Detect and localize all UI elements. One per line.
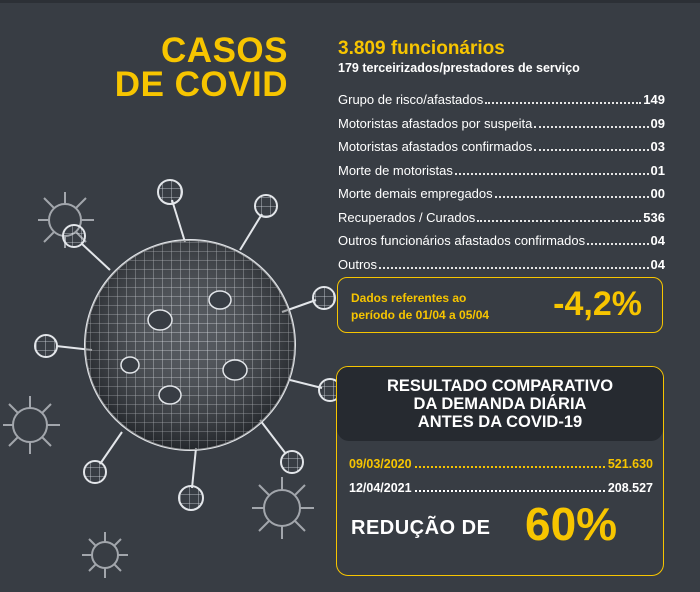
stat-label: Grupo de risco/afastados <box>338 92 484 107</box>
dot-leader <box>485 102 641 104</box>
stats-list <box>338 92 665 280</box>
reduction-value: 60% <box>525 498 618 550</box>
period-note <box>351 290 489 324</box>
reduction-label: REDUÇÃO DE <box>351 517 491 539</box>
list-item <box>338 186 665 210</box>
comparison-title <box>337 367 663 441</box>
title-line-1: CASOS <box>161 31 288 70</box>
comparison-row <box>349 481 653 495</box>
stat-label: Outros <box>338 256 378 272</box>
stat-value: 04 <box>650 256 665 272</box>
stat-label: Morte de motoristas <box>338 162 453 178</box>
dot-leader <box>587 243 648 245</box>
stat-value: 09 <box>650 115 665 131</box>
contractor-count: 179 terceirizados/prestadores de serviço <box>338 61 580 75</box>
employee-count: 3.809 funcionários <box>338 38 505 59</box>
dot-leader <box>415 490 605 492</box>
dot-leader <box>495 196 649 198</box>
list-item <box>338 163 665 187</box>
stat-value: 00 <box>650 186 665 201</box>
list-item <box>338 233 665 257</box>
period-percent: -4,2% <box>553 285 642 323</box>
dot-leader <box>415 466 605 468</box>
comparison-row <box>349 457 653 471</box>
comparison-date: 12/04/2021 <box>349 481 412 495</box>
stat-label: Outros funcionários afastados confirmados <box>338 233 586 248</box>
coronavirus-icon <box>0 170 340 592</box>
comparison-title-line-1: RESULTADO COMPARATIVO <box>386 377 614 395</box>
stat-label: Morte demais empregados <box>338 186 493 201</box>
comparison-title-line-3: ANTES DA COVID-19 <box>417 413 583 431</box>
list-item <box>338 116 665 140</box>
stat-value: 149 <box>643 92 665 107</box>
comparison-box <box>336 366 664 576</box>
comparison-value: 521.630 <box>607 457 653 471</box>
employee-summary <box>338 38 668 77</box>
stat-value: 01 <box>650 162 665 178</box>
list-item <box>338 92 665 116</box>
top-border <box>0 0 700 3</box>
stat-label: Motoristas afastados confirmados <box>338 139 533 154</box>
comparison-date: 09/03/2020 <box>349 457 412 471</box>
stat-label: Recuperados / Curados <box>338 209 476 225</box>
stat-value: 03 <box>650 139 665 154</box>
dot-leader <box>379 267 649 269</box>
dot-leader <box>455 173 649 175</box>
list-item <box>338 210 665 234</box>
list-item <box>338 139 665 163</box>
comparison-value: 208.527 <box>607 481 653 495</box>
stat-value: 04 <box>650 233 665 248</box>
period-note-line-2: período de 01/04 a 05/04 <box>351 308 490 322</box>
stat-value: 536 <box>643 209 665 225</box>
dot-leader <box>534 149 648 151</box>
period-note-line-1: Dados referentes ao <box>351 291 467 305</box>
page-title <box>114 31 288 104</box>
stat-label: Motoristas afastados por suspeita <box>338 115 533 131</box>
comparison-title-line-2: DA DEMANDA DIÁRIA <box>413 395 587 413</box>
period-box <box>337 277 663 333</box>
dot-leader <box>477 220 641 222</box>
title-line-2: DE COVID <box>114 65 288 104</box>
dot-leader <box>534 126 648 128</box>
